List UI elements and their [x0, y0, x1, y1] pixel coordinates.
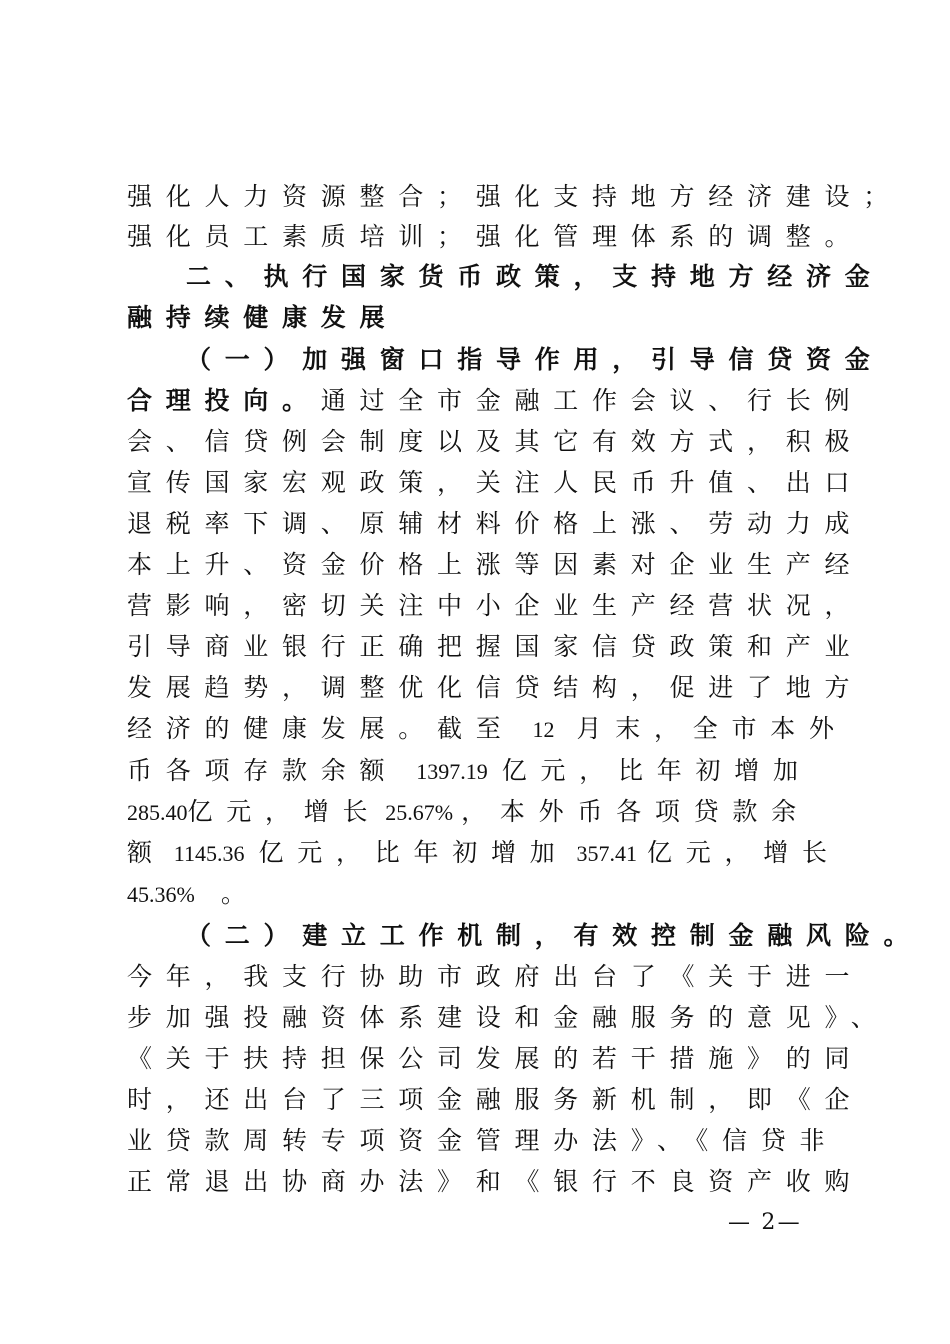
- number-span: 45.36%: [127, 882, 195, 907]
- text-span: 月末，全市本外: [576, 714, 848, 743]
- number-span: 1397.19: [416, 759, 488, 784]
- text-span: 通过全市金融工作会议、行长例: [320, 386, 864, 415]
- number-span: 285.40: [127, 800, 188, 825]
- text-span: 亿元，增长: [187, 797, 382, 826]
- number-span: 1145.36: [173, 841, 245, 866]
- text-line: 今年，我支行协助市政府出台了《关于进一: [127, 962, 864, 991]
- text-line: 退税率下调、原辅材料价格上涨、劳动力成: [127, 509, 864, 538]
- text-line: 步加强投融资体系建设和金融服务的意见》、: [127, 1003, 890, 1032]
- text-line: 宣传国家宏观政策，关注人民币升值、出口: [127, 468, 864, 497]
- text-line: 会、信贷例会制度以及其它有效方式，积极: [127, 427, 864, 456]
- text-span: 。: [220, 879, 260, 908]
- text-span: 亿元，比年初增加: [501, 756, 812, 785]
- text-line: 发展趋势，调整优化信贷结构，促进了地方: [127, 673, 864, 702]
- number-span: 12: [532, 717, 555, 742]
- text-line: [127, 386, 863, 416]
- text-line: [127, 714, 848, 745]
- text-line: 本上升、资金价格上涨等因素对企业生产经: [127, 550, 864, 579]
- text-line: 时，还出台了三项金融服务新机制，即《企: [127, 1085, 864, 1114]
- text-line: 强化员工素质培训；强化管理体系的调整。: [127, 222, 864, 251]
- text-line: 业贷款周转专项资金管理办法》、《信贷非: [127, 1126, 839, 1155]
- text-span: 币各项存款余额: [127, 756, 399, 785]
- subsection-heading: （二）建立工作机制，有效控制金融风险。: [186, 921, 923, 950]
- subsection-heading: （一）加强窗口指导作用，引导信贷资金: [186, 345, 884, 374]
- text-span: 额: [127, 838, 166, 867]
- section-heading: 二、执行国家货币政策，支持地方经济金: [186, 262, 884, 291]
- text-span: 亿元，比年初增加: [258, 838, 569, 867]
- text-line: [127, 838, 841, 869]
- text-line: 《关于扶持担保公司发展的若干措施》的同: [127, 1044, 864, 1073]
- number-span: 357.41: [576, 841, 637, 866]
- text-line: 引导商业银行正确把握国家信贷政策和产业: [127, 632, 864, 661]
- text-line: [127, 879, 260, 910]
- text-line: [127, 756, 812, 787]
- text-line: 正常退出协商办法》和《银行不良资产收购: [127, 1167, 864, 1196]
- text-line: 营影响，密切关注中小企业生产经营状况，: [127, 591, 864, 620]
- text-span: 亿元，增长: [646, 838, 841, 867]
- page-number: — 2—: [728, 1210, 802, 1235]
- text-line: 强化人力资源整合；强化支持地方经济建设；: [127, 182, 903, 211]
- text-span: 经济的健康发展。截至: [127, 714, 515, 743]
- text-span: ，本外币各项贷款余: [461, 797, 810, 826]
- section-heading-cont: 融持续健康发展: [127, 303, 399, 332]
- number-span: 25.67%: [385, 800, 454, 825]
- subsection-heading-cont: 合理投向。: [127, 386, 321, 415]
- text-line: [127, 797, 810, 828]
